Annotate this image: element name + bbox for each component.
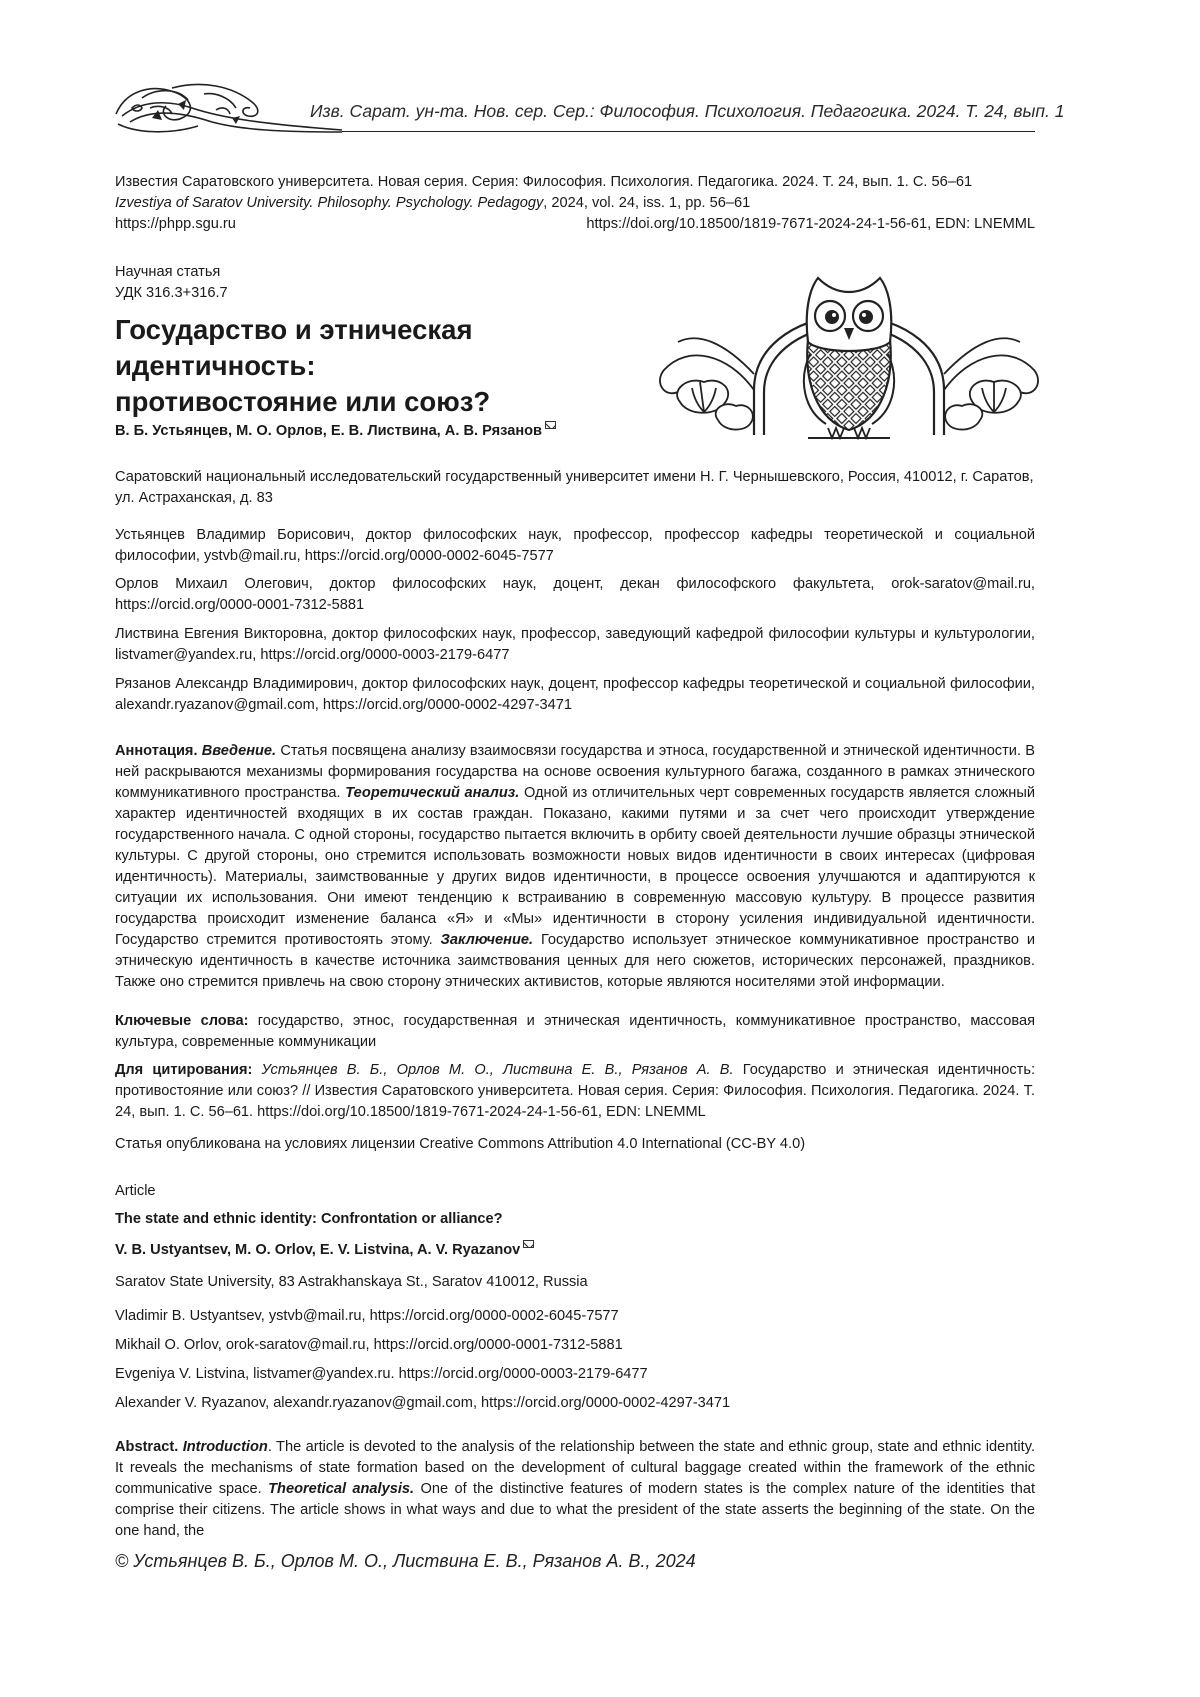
- abstract-en-theory: One of the distinctive features of modern states is the complex nature of the identities that comprise their citizens. The article shows in what ways and due to what the president of the state asserts the beginning of the state. On the one hand, the: [115, 1481, 1035, 1539]
- header-rule: [342, 131, 1035, 132]
- authors-ru-text: В. Б. Устьянцев, М. О. Орлов, Е. В. Листвина, А. В. Рязанов: [115, 423, 543, 439]
- abstract-ru-conclusion: Государство использует этническое коммуникативное пространство и этническую идентичность в качестве источника заимствования ценных для него сюжетов, исторических персонажей, праздников. Также оно стремится привлечь на свою сторону этнических активистов, которые являются носителями этой информации.: [115, 932, 1035, 990]
- udc-code: УДК 316.3+316.7: [115, 285, 228, 301]
- author-info-en-1: Vladimir B. Ustyantsev, ystvb@mail.ru, https://orcid.org/0000-0002-6045-7577: [115, 1308, 619, 1324]
- citation-ru: [115, 1060, 1035, 1123]
- envelope-icon-en[interactable]: [523, 1240, 534, 1248]
- citation-ru-text: Государство и этническая идентичность: противостояние или союз? // Известия Саратовского университета. Новая серия. Серия: Философия. Психология. Педагогика. 2024. Т. 24, вып. 1. С. 56–61. https://doi.org/10.18500/1819-7671-2024-24-1-56-61, EDN: LNEMML: [115, 1062, 1035, 1120]
- doi-link[interactable]: https://doi.org/10.18500/1819-7671-2024-24-1-56-61, EDN: LNEMML: [586, 216, 1035, 232]
- running-header: Изв. Сарат. ун-та. Нов. сер. Сер.: Философия. Психология. Педагогика. 2024. Т. 24, вып. 1: [310, 101, 1065, 121]
- author-info-en-4: Alexander V. Ryazanov, alexandr.ryazanov@gmail.com, https://orcid.org/0000-0002-4297-3471: [115, 1395, 731, 1411]
- authors-en: [115, 1240, 1035, 1261]
- journal-name-en: Izvestiya of Saratov University. Philosophy. Psychology. Pedagogy: [115, 195, 544, 211]
- article-title-line-1: Государство и этническая идентичность:: [115, 314, 473, 381]
- abstract-ru-theory: Одной из отличительных черт современных государств является сложный характер идентичностей входящих в их состав граждан. Показано, какими путями и за счет чего происходит утверждение государственного начала. С одной стороны, государство пытается включить в орбиту своей деятельности лучшие образцы этнической культуры. С другой стороны, оно стремится использовать возможности новых видов идентичности в своих интересах (цифровая идентичность). Материалы, заимствованные у других видов идентичности, в процессе освоения улучшаются и адаптируются к ситуации их использования. Они имеют тенденцию к встраиванию в современную массовую культуру. В процессе развития государства происходит изменение баланса «Я» и «Мы» идентичности в сторону усиления индивидуальной идентичности. Государство стремится противостоять этому.: [115, 785, 1035, 948]
- journal-details-en: , 2024, vol. 24, iss. 1, pp. 56–61: [543, 195, 751, 211]
- citation-ru-label: Для цитирования:: [115, 1062, 253, 1078]
- abstract-en-intro: . The article is devoted to the analysis of the relationship between the state and ethnic group, state and ethnic identity. It reveals the mechanisms of state formation based on the development of cultural baggage created within the framework of the ethnic communicative space.: [115, 1439, 1035, 1497]
- journal-info: [115, 172, 1035, 235]
- abstract-en-intro-label: Introduction: [182, 1439, 268, 1455]
- article-type: Научная статья: [115, 264, 221, 280]
- journal-citation-en: [115, 193, 1035, 214]
- article-title-line-2: противостояние или союз?: [115, 386, 491, 417]
- abstract-en-label: Abstract.: [115, 1439, 179, 1455]
- license-ru: Статья опубликована на условиях лицензии Creative Commons Attribution 4.0 International (CC-BY 4.0): [115, 1136, 806, 1152]
- keywords-ru-label: Ключевые слова:: [115, 1013, 249, 1029]
- author-info-ru-1: Устьянцев Владимир Борисович, доктор философских наук, профессор, профессор кафедры теоретической и социальной философии, ystvb@mail.ru, https://orcid.org/0000-0002-6045-7577: [115, 527, 1035, 564]
- author-info-en-2: Mikhail O. Orlov, orok-saratov@mail.ru, https://orcid.org/0000-0001-7312-5881: [115, 1337, 623, 1353]
- journal-links: [115, 214, 1035, 235]
- authors-en-text: V. B. Ustyantsev, M. O. Orlov, E. V. Listvina, A. V. Ryazanov: [115, 1242, 521, 1258]
- abstract-ru-intro-label: Введение.: [201, 743, 277, 759]
- journal-citation-ru: Известия Саратовского университета. Новая серия. Серия: Философия. Психология. Педагогика. 2024. Т. 24, вып. 1. С. 56–61: [115, 174, 973, 190]
- author-info-en-3: Evgeniya V. Listvina, listvamer@yandex.ru. https://orcid.org/0000-0003-2179-6477: [115, 1366, 648, 1382]
- envelope-icon[interactable]: [545, 421, 556, 429]
- affiliation-ru: Саратовский национальный исследовательский государственный университет имени Н. Г. Чернышевского, Россия, 410012, г. Саратов, ул. Астраханская, д. 83: [115, 469, 1034, 506]
- copyright-footer: © Устьянцев В. Б., Орлов М. О., Листвина Е. В., Рязанов А. В., 2024: [115, 1551, 696, 1571]
- abstract-en-theory-label: Theoretical analysis.: [268, 1481, 415, 1497]
- keywords-ru-text: государство, этнос, государственная и этническая идентичность, коммуникативное пространство, массовая культура, современные коммуникации: [115, 1013, 1035, 1050]
- owl-emblem-logo: [658, 270, 1040, 445]
- abstract-ru-intro: Статья посвящена анализу взаимосвязи государства и этноса, государственной и этнической идентичности. В ней раскрываются механизмы формирования государства на основе освоения культурного багажа, созданного в рамках этнического коммуникативного пространства.: [115, 743, 1035, 801]
- keywords-ru: [115, 1011, 1035, 1053]
- author-info-ru-2: Орлов Михаил Олегович, доктор философских наук, доцент, декан философского факультета, orok-saratov@mail.ru, https://orcid.org/0000-0001-7312-5881: [115, 576, 1035, 613]
- citation-ru-authors: Устьянцев В. Б., Орлов М. О., Листвина Е. В., Рязанов А. В.: [252, 1062, 734, 1078]
- affiliation-en: Saratov State University, 83 Astrakhanskaya St., Saratov 410012, Russia: [115, 1274, 588, 1290]
- authors-ru: [115, 421, 1035, 442]
- author-info-ru-4: Рязанов Александр Владимирович, доктор философских наук, доцент, профессор кафедры теоретической и социальной философии, alexandr.ryazanov@gmail.com, https://orcid.org/0000-0002-4297-3471: [115, 676, 1035, 713]
- abstract-ru-conclusion-label: Заключение.: [440, 932, 534, 948]
- abstract-ru: [115, 741, 1035, 993]
- journal-site-link[interactable]: https://phpp.sgu.ru: [115, 216, 236, 232]
- abstract-ru-label: Аннотация.: [115, 743, 198, 759]
- abstract-en: [115, 1437, 1035, 1542]
- article-title-en: The state and ethnic identity: Confrontation or alliance?: [115, 1211, 503, 1227]
- article-title: [115, 312, 675, 420]
- author-info-ru-3: Листвина Евгения Викторовна, доктор философских наук, профессор, заведующий кафедрой философии культуры и культурологии, listvamer@yandex.ru, https://orcid.org/0000-0003-2179-6477: [115, 626, 1035, 663]
- abstract-ru-theory-label: Теоретический анализ.: [345, 785, 520, 801]
- article-type-en: Article: [115, 1183, 156, 1199]
